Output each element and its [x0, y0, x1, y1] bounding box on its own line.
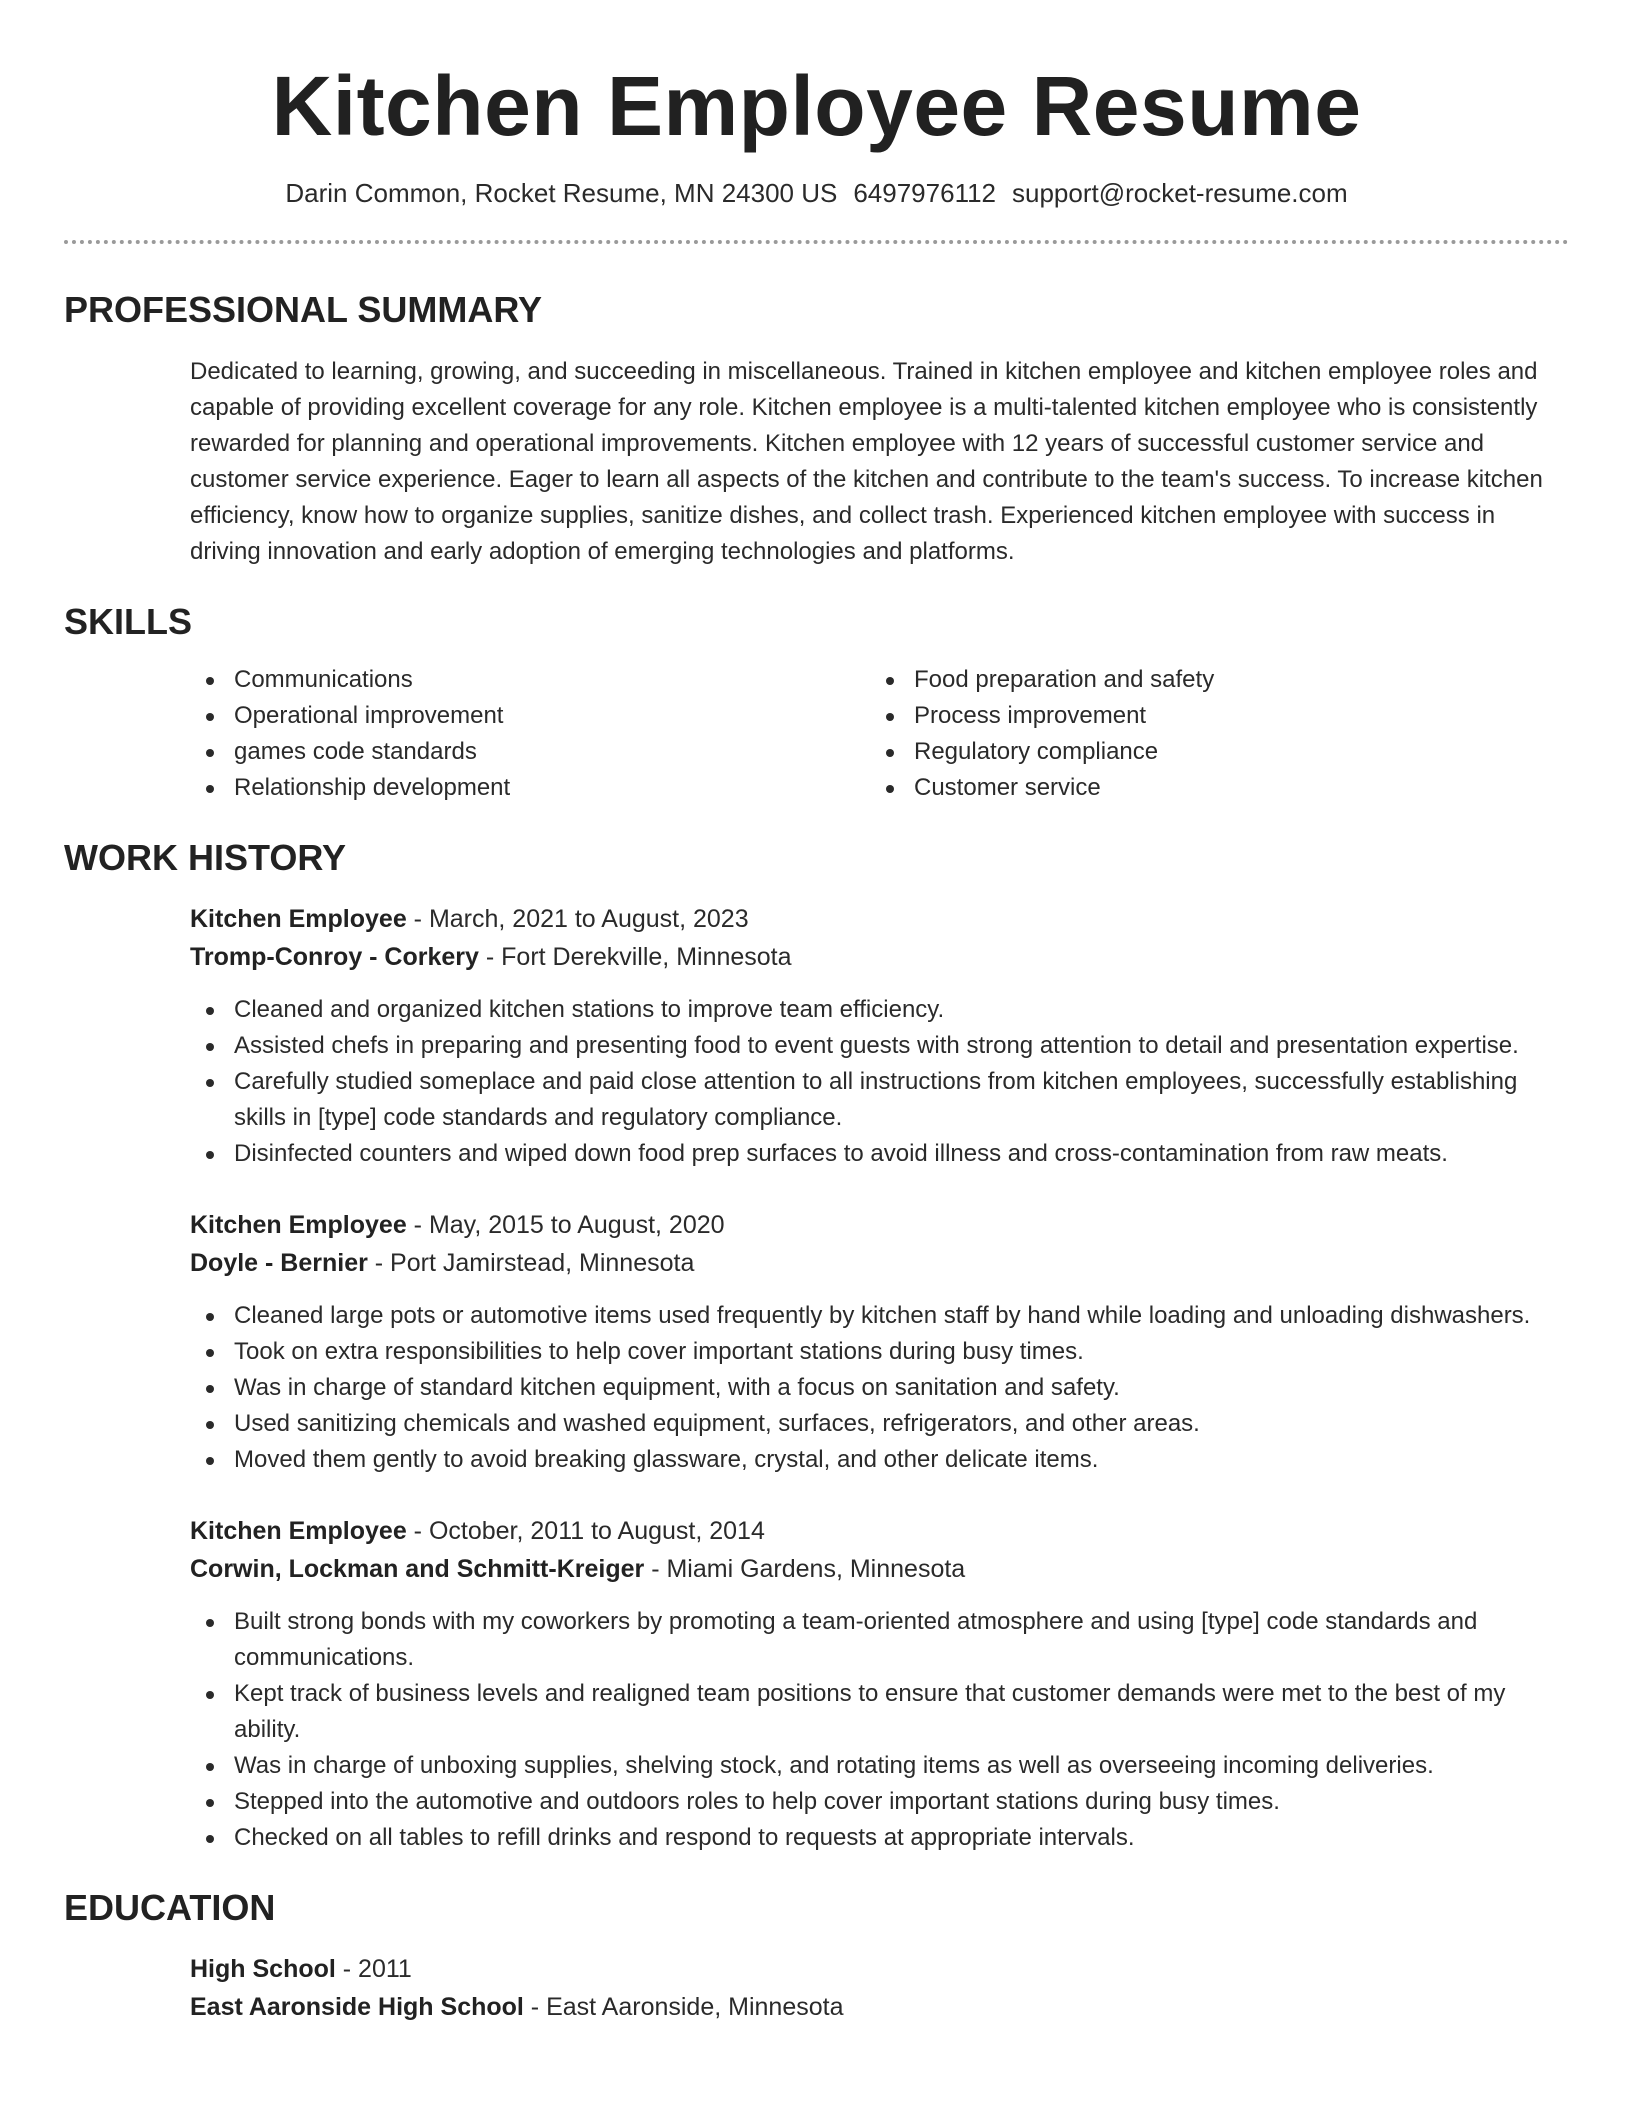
job-bullet: Used sanitizing chemicals and washed equipment, surfaces, refrigerators, and other areas.: [190, 1406, 1569, 1442]
contact-address: Darin Common, Rocket Resume, MN 24300 US: [285, 178, 838, 208]
contact-email: support@rocket-resume.com: [1012, 178, 1348, 208]
job-bullet: Was in charge of unboxing supplies, shelving stock, and rotating items as well as overseeing incoming deliveries.: [190, 1748, 1569, 1784]
job-bullet: Cleaned large pots or automotive items used frequently by kitchen staff by hand while loading and unloading dishwashers.: [190, 1298, 1569, 1334]
job-bullet-list: [190, 992, 1569, 1172]
skills-column-left: [190, 662, 870, 806]
job-location: - Fort Derekville, Minnesota: [478, 943, 792, 971]
skill-item: Process improvement: [870, 698, 1550, 734]
job-title: Kitchen Employee: [190, 1211, 407, 1239]
job-bullet: Stepped into the automotive and outdoors roles to help cover important stations during busy times.: [190, 1784, 1569, 1820]
skill-item: Food preparation and safety: [870, 662, 1550, 698]
skills-grid: [190, 662, 1569, 806]
resume-page: [64, 0, 1569, 2026]
job-entry: [190, 1206, 1569, 1478]
job-bullet: Built strong bonds with my coworkers by promoting a team-oriented atmosphere and using [type] code standards and communications.: [190, 1604, 1569, 1676]
skill-item: Relationship development: [190, 770, 870, 806]
education-heading: EDUCATION: [64, 1887, 276, 1928]
job-company-line: [190, 1244, 1569, 1282]
job-entry: [190, 900, 1569, 1172]
skills-section: [64, 600, 1569, 806]
job-entry: [190, 1512, 1569, 1856]
education-school: East Aaronside High School: [190, 1993, 524, 2021]
skills-column-right: [870, 662, 1550, 806]
job-bullet: Cleaned and organized kitchen stations to improve team efficiency.: [190, 992, 1569, 1028]
education-degree: High School: [190, 1955, 336, 1983]
contact-phone: 6497976112: [853, 178, 997, 208]
education-school-line: [190, 1988, 1569, 2026]
education-year: - 2011: [335, 1955, 412, 1983]
skill-item: games code standards: [190, 734, 870, 770]
job-location: - Port Jamirstead, Minnesota: [367, 1249, 695, 1277]
skills-heading: SKILLS: [64, 601, 193, 642]
skill-item: Regulatory compliance: [870, 734, 1550, 770]
contact-line: [64, 176, 1569, 210]
job-bullet: Moved them gently to avoid breaking glassware, crystal, and other delicate items.: [190, 1442, 1569, 1478]
job-bullet: Assisted chefs in preparing and presenting food to event guests with strong attention to detail and presentation expertise.: [190, 1028, 1569, 1064]
job-dates: - October, 2011 to August, 2014: [406, 1517, 765, 1545]
skill-item: Customer service: [870, 770, 1550, 806]
header-divider: [64, 240, 1569, 244]
education-degree-line: [190, 1950, 1569, 1988]
job-bullet-list: [190, 1298, 1569, 1478]
work-history-heading: WORK HISTORY: [64, 837, 347, 878]
job-bullet: Carefully studied someplace and paid close attention to all instructions from kitchen employees, successfully establishing skills in [type] code standards and regulatory compliance.: [190, 1064, 1569, 1136]
summary-section: [64, 288, 1569, 570]
job-company-line: [190, 1550, 1569, 1588]
job-bullet: Took on extra responsibilities to help cover important stations during busy times.: [190, 1334, 1569, 1370]
job-location: - Miami Gardens, Minnesota: [644, 1555, 966, 1583]
job-bullet: Checked on all tables to refill drinks and respond to requests at appropriate intervals.: [190, 1820, 1569, 1856]
job-bullet-list: [190, 1604, 1569, 1856]
job-title-line: [190, 900, 1569, 938]
skill-item: Operational improvement: [190, 698, 870, 734]
job-title: Kitchen Employee: [190, 1517, 407, 1545]
job-title: Kitchen Employee: [190, 905, 407, 933]
summary-text: Dedicated to learning, growing, and succeeding in miscellaneous. Trained in kitchen employee and kitchen employee roles and capable of providing excellent coverage for any role. Kitchen employee is a multi-talented kitchen employee who is consistently rewarded for planning and operational improvements. Kitchen employee with 12 years of successful customer service and customer service experience. Eager to learn all aspects of the kitchen and contribute to the team's success. To increase kitchen efficiency, know how to organize supplies, sanitize dishes, and collect trash. Experienced kitchen employee with success in driving innovation and early adoption of emerging technologies and platforms.: [190, 358, 1543, 565]
job-dates: - March, 2021 to August, 2023: [406, 905, 749, 933]
job-company: Corwin, Lockman and Schmitt-Kreiger: [190, 1555, 645, 1583]
job-bullet: Was in charge of standard kitchen equipment, with a focus on sanitation and safety.: [190, 1370, 1569, 1406]
job-company-line: [190, 938, 1569, 976]
education-section: [64, 1886, 1569, 2026]
job-dates: - May, 2015 to August, 2020: [406, 1211, 725, 1239]
education-entry: [190, 1950, 1569, 2026]
work-history-section: [64, 836, 1569, 1856]
job-bullet: Disinfected counters and wiped down food prep surfaces to avoid illness and cross-contamination from raw meats.: [190, 1136, 1569, 1172]
education-location: - East Aaronside, Minnesota: [523, 1993, 844, 2021]
page-title: Kitchen Employee Resume: [271, 59, 1362, 153]
job-title-line: [190, 1206, 1569, 1244]
job-company: Tromp-Conroy - Corkery: [190, 943, 479, 971]
job-bullet: Kept track of business levels and realigned team positions to ensure that customer demands were met to the best of my ability.: [190, 1676, 1569, 1748]
job-title-line: [190, 1512, 1569, 1550]
summary-heading: PROFESSIONAL SUMMARY: [64, 289, 543, 330]
job-company: Doyle - Bernier: [190, 1249, 368, 1277]
skill-item: Communications: [190, 662, 870, 698]
